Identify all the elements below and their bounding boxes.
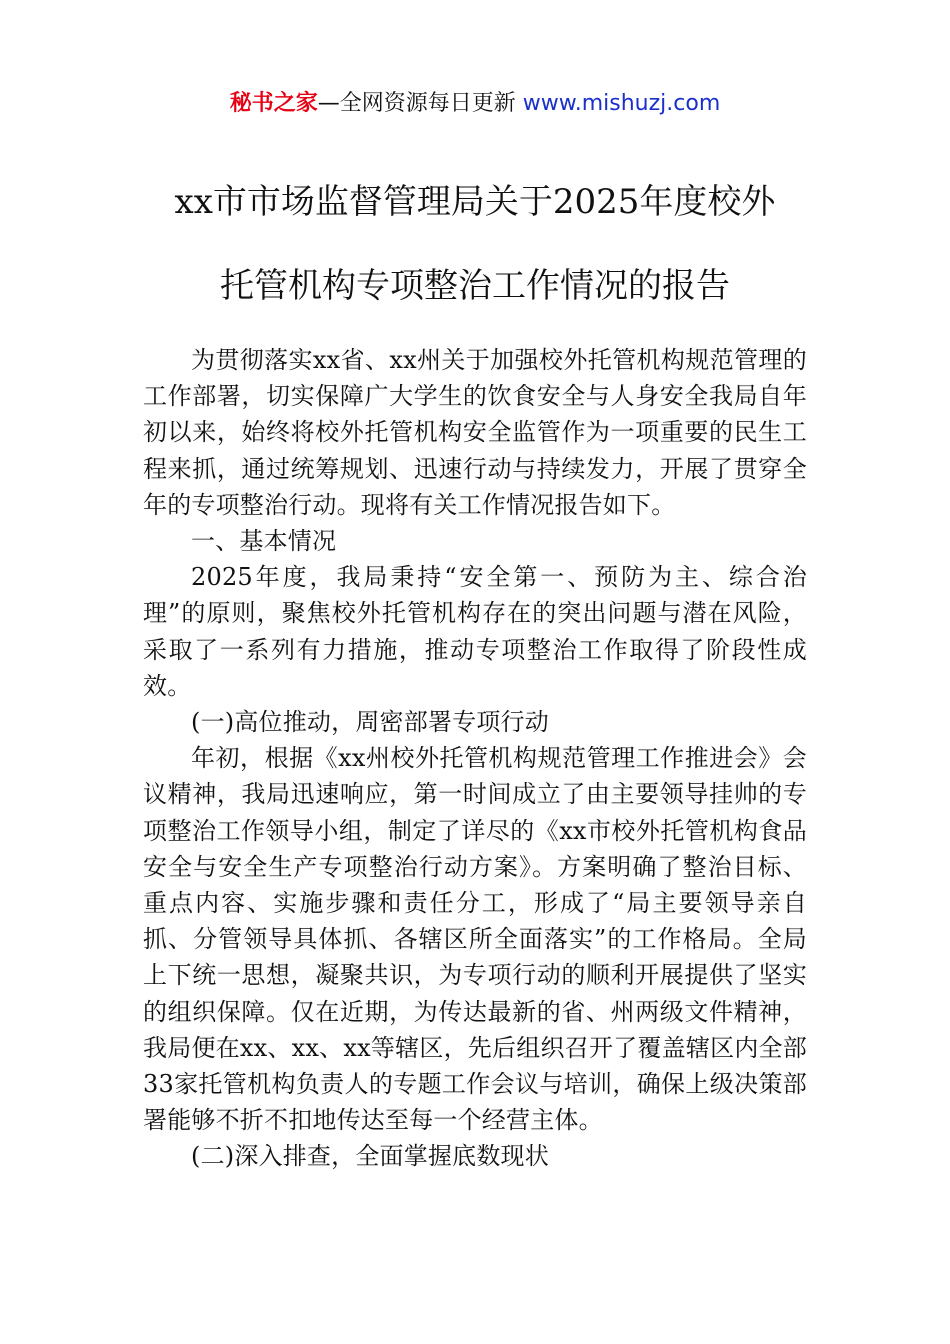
title-line-2: 托管机构专项整治工作情况的报告 xyxy=(220,266,730,306)
subsection-heading-1: (一)高位推动，周密部署专项行动 xyxy=(191,708,549,737)
intro-paragraph: 为贯彻落实xx省、xx州关于加强校外托管机构规范管理的工作部署，切实保障广大学生的饮食安全与人身安全我局自年初以来，始终将校外托管机构安全监管作为一项重要的民生工程来抓，通过统筹规划、迅速行动与持续发力，开展了贯穿全年的专项整治行动。现将有关工作情况报告如下。 xyxy=(143,346,807,519)
site-url-link[interactable]: www.mishuzj.com xyxy=(522,91,721,116)
section-heading-basic-situation: 一、基本情况 xyxy=(191,527,337,556)
subsection-1-paragraph: 年初，根据《xx州校外托管机构规范管理工作推进会》会议精神，我局迅速响应，第一时间成立了由主要领导挂帅的专项整治工作领导小组，制定了详尽的《xx市校外托管机构食品安全与安全生产专项整治行动方案》。方案明确了整治目标、重点内容、实施步骤和责任分工，形成了“局主要领导亲自抓、分管领导具体抓、各辖区所全面落实”的工作格局。全局上下统一思想，凝聚共识，为专项行动的顺利开展提供了坚实的组织保障。仅在近期，为传达最新的省、州两级文件精神，我局便在xx、xx、xx等辖区，先后组织召开了覆盖辖区内全部33家托管机构负责人的专题工作会议与培训，确保上级决策部署能够不折不扣地传达至每一个经营主体。 xyxy=(143,744,807,1135)
document-body xyxy=(143,342,807,1175)
subsection-heading-2: (二)深入排查，全面掌握底数现状 xyxy=(191,1142,549,1171)
site-header xyxy=(0,84,950,124)
overview-paragraph: 2025年度，我局秉持“安全第一、预防为主、综合治理”的原则，聚焦校外托管机构存在的突出问题与潜在风险，采取了一系列有力措施，推动专项整治工作取得了阶段性成效。 xyxy=(143,563,807,700)
title-line-1: xx市市场监督管理局关于2025年度校外 xyxy=(174,182,776,222)
site-brand: 秘书之家 xyxy=(229,91,318,116)
site-tagline: —全网资源每日更新 xyxy=(317,91,516,116)
document-title xyxy=(0,160,950,328)
